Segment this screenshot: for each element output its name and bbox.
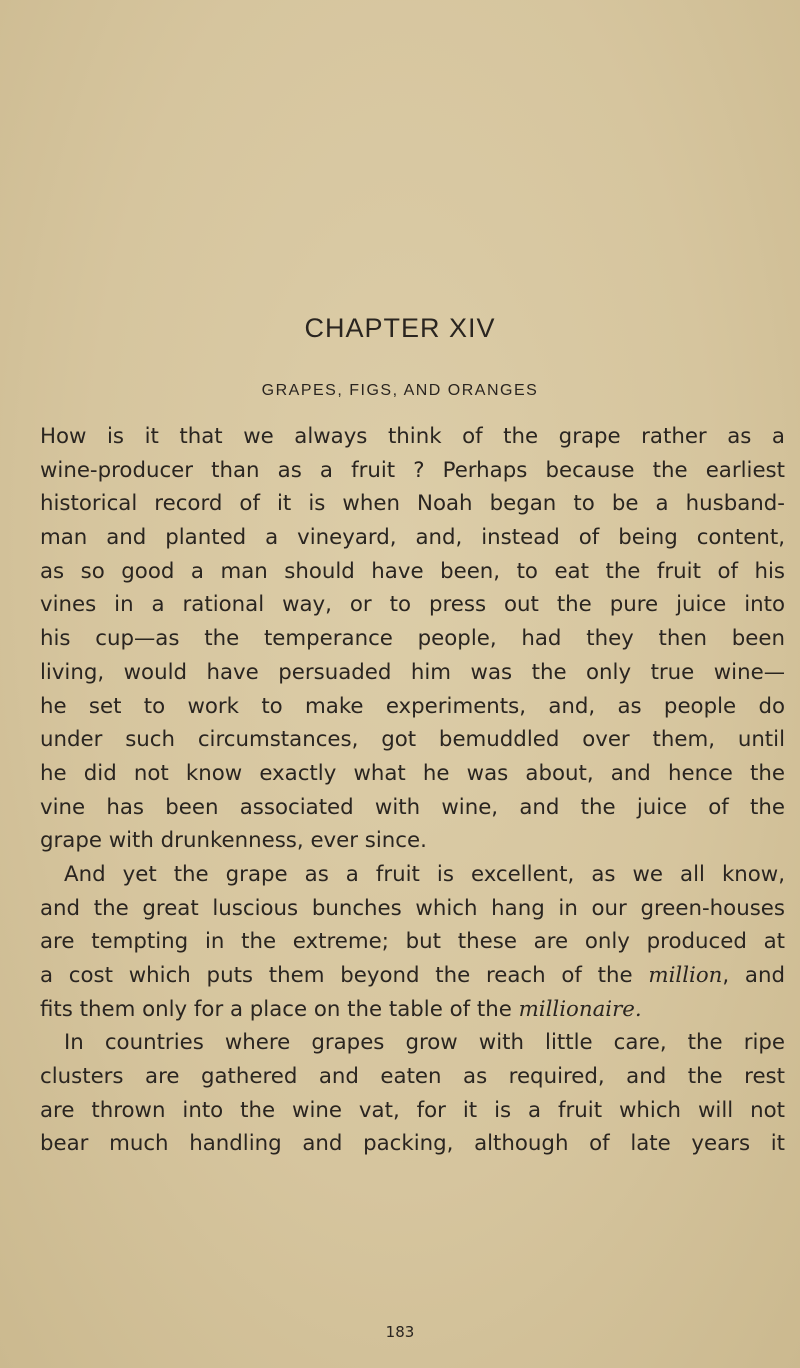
text-line-mixed <box>40 993 785 1027</box>
chapter-title: CHAPTER XIV <box>304 313 496 343</box>
text-line: bear much handling and packing, although of late years it <box>40 1131 785 1157</box>
text-line: wine-producer than as a fruit ? Perhaps because the earliest <box>40 457 785 483</box>
text-line: In countries where grapes grow with little care, the ripe <box>64 1030 785 1056</box>
text-line: clusters are gathered and eaten as required, and the rest <box>40 1064 785 1090</box>
text-line: And yet the grape as a fruit is excellent, as we all know, <box>64 861 785 887</box>
text-line: vines in a rational way, or to press out the pure juice into <box>40 592 785 618</box>
text-line: vine has been associated with wine, and the juice of the <box>40 794 785 820</box>
text-segment: fits them only for a place on the table of the <box>40 996 512 1022</box>
text-line: man and planted a vineyard, and, instead of being content, <box>40 525 785 551</box>
text-line: historical record of it is when Noah began to be a husband- <box>40 491 785 517</box>
chapter-subtitle: GRAPES, FIGS, AND ORANGES <box>261 382 539 399</box>
text-line: are thrown into the wine vat, for it is a fruit which will not <box>40 1097 785 1123</box>
text-line-mixed <box>40 959 785 993</box>
text-line: grape with drunkenness, ever since. <box>40 828 427 854</box>
text-line: and the great luscious bunches which hang in our green-houses <box>40 895 785 921</box>
italic-word: million <box>648 963 723 988</box>
text-line: How is it that we always think of the grape rather as a <box>40 424 785 449</box>
text-segment: a cost which puts them beyond the reach of the <box>40 963 633 988</box>
text-line: as so good a man should have been, to eat the fruit of his <box>40 558 785 584</box>
text-line: under such circumstances, got bemuddled over them, until <box>40 727 785 753</box>
page-number: 183 <box>385 1323 415 1341</box>
text-line: he set to work to make experiments, and, as people do <box>40 693 785 719</box>
text-line: his cup—as the temperance people, had they then been <box>40 626 785 652</box>
text-line: are tempting in the extreme; but these are only produced at <box>40 929 785 955</box>
italic-word: millionaire. <box>518 996 642 1022</box>
text-line: he did not know exactly what he was about, and hence the <box>40 760 785 786</box>
body-text <box>40 420 785 1161</box>
text-segment: , and <box>722 963 785 988</box>
text-line: living, would have persuaded him was the only true wine— <box>40 659 785 685</box>
